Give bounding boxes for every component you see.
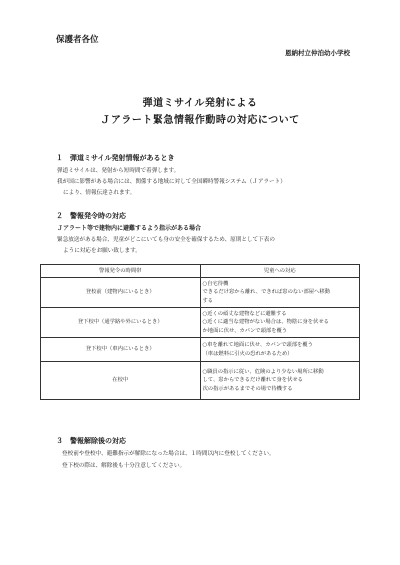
response-line: （車は燃料に引火の恐れがあるため） xyxy=(202,350,293,357)
table-row xyxy=(41,338,360,362)
row-response xyxy=(200,278,360,308)
table-row xyxy=(41,278,360,308)
response-table xyxy=(40,264,360,400)
response-line: できるだけ窓から離れ、できれば窓のない部屋へ移動 xyxy=(202,289,330,296)
section-3-line: 登校前や登校中、避難指示が解除になった場合は、１時間以内に登校してください。 xyxy=(62,451,275,457)
title-line-1: 弾道ミサイル発射による xyxy=(142,98,258,109)
row-response xyxy=(200,338,360,362)
response-line: 次の指示があるまでその場で待機する xyxy=(202,385,293,392)
section-2-line: 緊急放送がある場合、児童がどこにいても身の安全を確保するため、原則として下表の xyxy=(57,237,275,243)
table-row xyxy=(41,308,360,338)
table-header-response: 児童への対応 xyxy=(200,265,360,278)
response-line: ○自宅待機 xyxy=(202,280,229,287)
section-2-heading: ２ 警報発令時の対応 xyxy=(56,212,126,220)
addressee: 保護者各位 xyxy=(56,35,99,45)
table-header-time: 警報発令の時間帯 xyxy=(41,265,201,278)
row-time: 在校中 xyxy=(41,362,201,400)
section-1-line: 我が国に影響がある場合には、関係する地域に対して全国瞬時警報システム（Ｊアラート） xyxy=(57,179,286,185)
row-response xyxy=(200,308,360,338)
response-line: ○車を離れて地面に伏せ、カバンで頭部を覆う xyxy=(202,342,313,349)
table-row xyxy=(41,362,360,400)
school-name: 恩納村立仲泊幼小学校 xyxy=(285,49,350,57)
section-2-line: ように対応をお願い致します。 xyxy=(63,248,141,254)
table-header-row xyxy=(41,265,360,278)
section-1-line: 弾道ミサイルは、発射から短時間で着弾します。 xyxy=(57,168,180,174)
response-line: か地面に伏せ、カバンで頭部を覆う xyxy=(202,327,288,334)
row-response xyxy=(200,362,360,400)
section-1-heading: １ 弾道ミサイル発射情報があるとき xyxy=(56,154,175,162)
row-time: 登校前（建物内にいるとき） xyxy=(41,278,201,308)
response-line: ○近くに適当な建物がない場合は、物陰に身を伏せる xyxy=(202,319,329,326)
response-line: ○近くの頑丈な建物などに避難する xyxy=(202,310,287,317)
section-3-heading: ３ 警報解除後の対応 xyxy=(56,437,126,445)
section-1-line: により、情報伝達されます。 xyxy=(63,190,136,196)
response-line: ○職員の指示に従い、危険のより少ない場所に移動 xyxy=(202,368,324,375)
response-line: する xyxy=(202,297,214,304)
row-time: 登下校中（通学路や外にいるとき） xyxy=(41,308,201,338)
response-line: して、窓からできるだけ離れて身を伏せる xyxy=(202,377,303,384)
title-line-2: Ｊアラート緊急情報作動時の対応について xyxy=(100,115,300,126)
section-3-line: 登下校の際は、解除後も十分注意してください。 xyxy=(62,463,186,469)
row-time: 登下校中（車内にいるとき） xyxy=(41,338,201,362)
section-2-subheading: Ｊアラート等で建物内に避難するよう指示がある場合 xyxy=(57,225,202,232)
